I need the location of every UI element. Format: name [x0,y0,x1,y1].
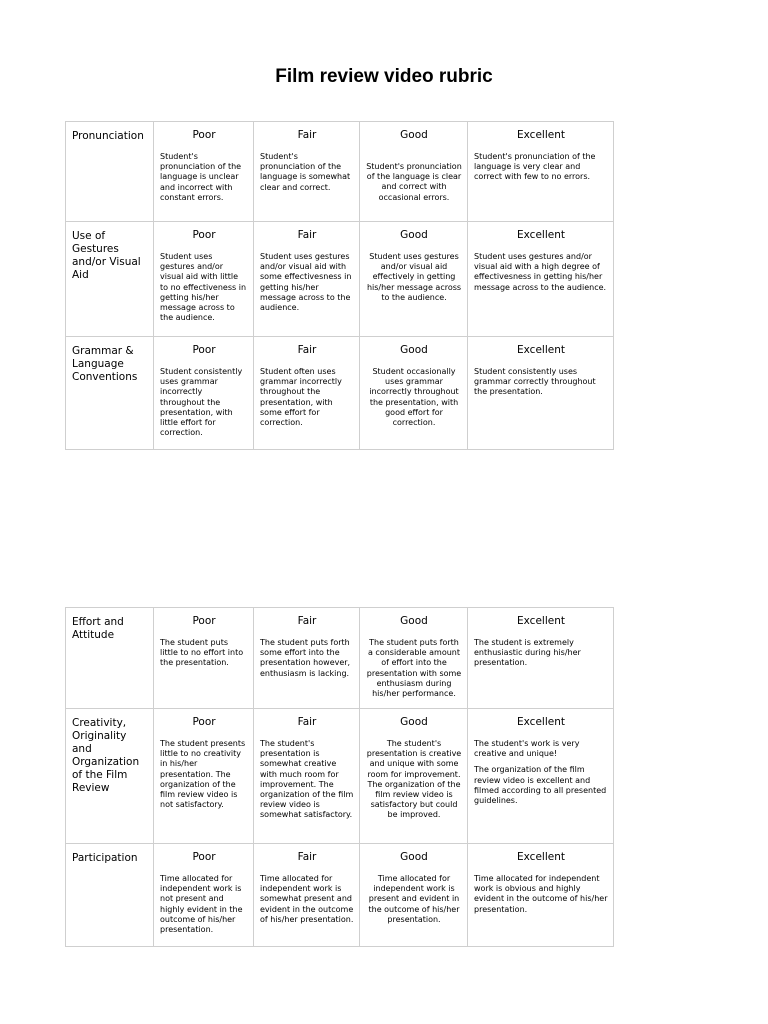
rubric-table-1 [65,121,614,450]
fair-cell [254,337,360,450]
criterion-cell: Effort and Attitude [66,608,154,709]
level-heading: Poor [192,851,216,863]
level-heading: Excellent [517,615,565,627]
excellent-cell [468,222,614,337]
level-heading: Poor [192,229,216,241]
level-heading: Fair [297,615,317,627]
poor-cell [154,844,254,947]
page-title: Film review video rubric [275,66,493,87]
level-heading: Poor [192,716,216,728]
criterion-cell: Participation [66,844,154,947]
fair-cell [254,709,360,844]
description-text: The student is extremely enthusiastic during his/her presentation. [474,638,581,668]
description-text: Time allocated for independent work is not present and highly evident in the outcome of his/her presentation. [160,874,243,935]
description-text: Student's pronunciation of the language is somewhat clear and correct. [260,152,351,192]
level-heading: Good [400,344,428,356]
level-heading: Good [400,851,428,863]
level-heading: Fair [297,851,317,863]
fair-cell [254,222,360,337]
description-text: The student's presentation is creative and unique with some room for improvement. The organization of the film review video is satisfactory but could be improved. [366,739,462,820]
description-text: Student often uses grammar incorrectly throughout the presentation, with some effort for correction. [260,367,342,428]
excellent-cell [468,709,614,844]
table-row [66,844,614,947]
level-heading: Poor [192,129,216,141]
table-row [66,337,614,450]
good-cell [360,608,468,709]
poor-cell [154,122,254,222]
description-text: Student consistently uses grammar correctly throughout the presentation. [474,367,596,397]
level-heading: Good [400,229,428,241]
description-text: The student puts little to no effort into the presentation. [160,638,244,668]
good-cell [360,844,468,947]
level-heading: Fair [297,716,317,728]
criterion-cell: Pronunciation [66,122,154,222]
level-heading: Excellent [517,851,565,863]
table-row [66,222,614,337]
table-row [66,608,614,709]
level-heading: Fair [297,344,317,356]
level-heading: Fair [297,229,317,241]
description-text: Time allocated for independent work is obvious and highly evident in the outcome of his/her presentation. [474,874,608,914]
description-text: Student consistently uses grammar incorrectly throughout the presentation, with little effort for correction. [160,367,243,438]
level-heading: Fair [297,129,317,141]
description-text: Student uses gestures and/or visual aid with little to no effectiveness in getting his/her message across to the audience. [160,252,247,323]
description-text: The student puts forth a considerable amount of effort into the presentation with some enthusiasm during his/her performance. [366,638,462,699]
good-cell [360,222,468,337]
description-text: Student uses gestures and/or visual aid with a high degree of effectivesness in getting his/her message across to the audience. [474,252,607,292]
excellent-cell [468,608,614,709]
criterion-cell: Grammar & Language Conventions [66,337,154,450]
fair-cell [254,122,360,222]
level-heading: Excellent [517,229,565,241]
description-text: Student occasionally uses grammar incorrectly throughout the presentation, with good effort for correction. [369,367,459,428]
level-heading: Good [400,129,428,141]
criterion-cell: Use of Gestures and/or Visual Aid [66,222,154,337]
rubric-table-2 [65,607,614,947]
poor-cell [154,608,254,709]
excellent-cell [468,122,614,222]
fair-cell [254,844,360,947]
table-row [66,709,614,844]
poor-cell [154,337,254,450]
description-text: The student puts forth some effort into the presentation however, enthusiasm is lacking. [260,638,351,678]
criterion-cell: Creativity, Originality and Organization of the Film Review [66,709,154,844]
description-paragraph: The organization of the film review video is excellent and filmed according to all presented guidelines. [474,765,607,806]
level-heading: Poor [192,615,216,627]
poor-cell [154,222,254,337]
description-text: Student uses gestures and/or visual aid effectively in getting his/her message across to the audience. [366,252,462,302]
level-heading: Excellent [517,129,565,141]
description-text: Student's pronunciation of the language is very clear and correct with few to no errors. [474,152,596,182]
description-text: Student's pronunciation of the language is clear and correct with occasional errors. [366,162,462,202]
fair-cell [254,608,360,709]
level-heading: Good [400,716,428,728]
description-text: The student's presentation is somewhat creative with much room for improvement. The organization of the film review video is somewhat satisfactory. [260,739,354,820]
good-cell [360,709,468,844]
table-row [66,122,614,222]
level-heading: Excellent [517,344,565,356]
description-text: Student uses gestures and/or visual aid with some effectivesness in getting his/her message across to the audience. [260,252,352,313]
excellent-cell [468,844,614,947]
description-text [474,739,608,806]
level-heading: Excellent [517,716,565,728]
poor-cell [154,709,254,844]
good-cell [360,337,468,450]
description-paragraph: The student's work is very creative and unique! [474,739,580,759]
level-heading: Poor [192,344,216,356]
description-text: Time allocated for independent work is present and evident in the outcome of his/her presentation. [368,874,460,924]
description-text: Time allocated for independent work is somewhat present and evident in the outcome of his/her presentation. [260,874,354,924]
level-heading: Good [400,615,428,627]
good-cell [360,122,468,222]
description-text: The student presents little to no creativity in his/her presentation. The organization of the film review video is not satisfactory. [160,739,246,810]
excellent-cell [468,337,614,450]
description-text: Student's pronunciation of the language is unclear and incorrect with constant errors. [160,152,242,202]
